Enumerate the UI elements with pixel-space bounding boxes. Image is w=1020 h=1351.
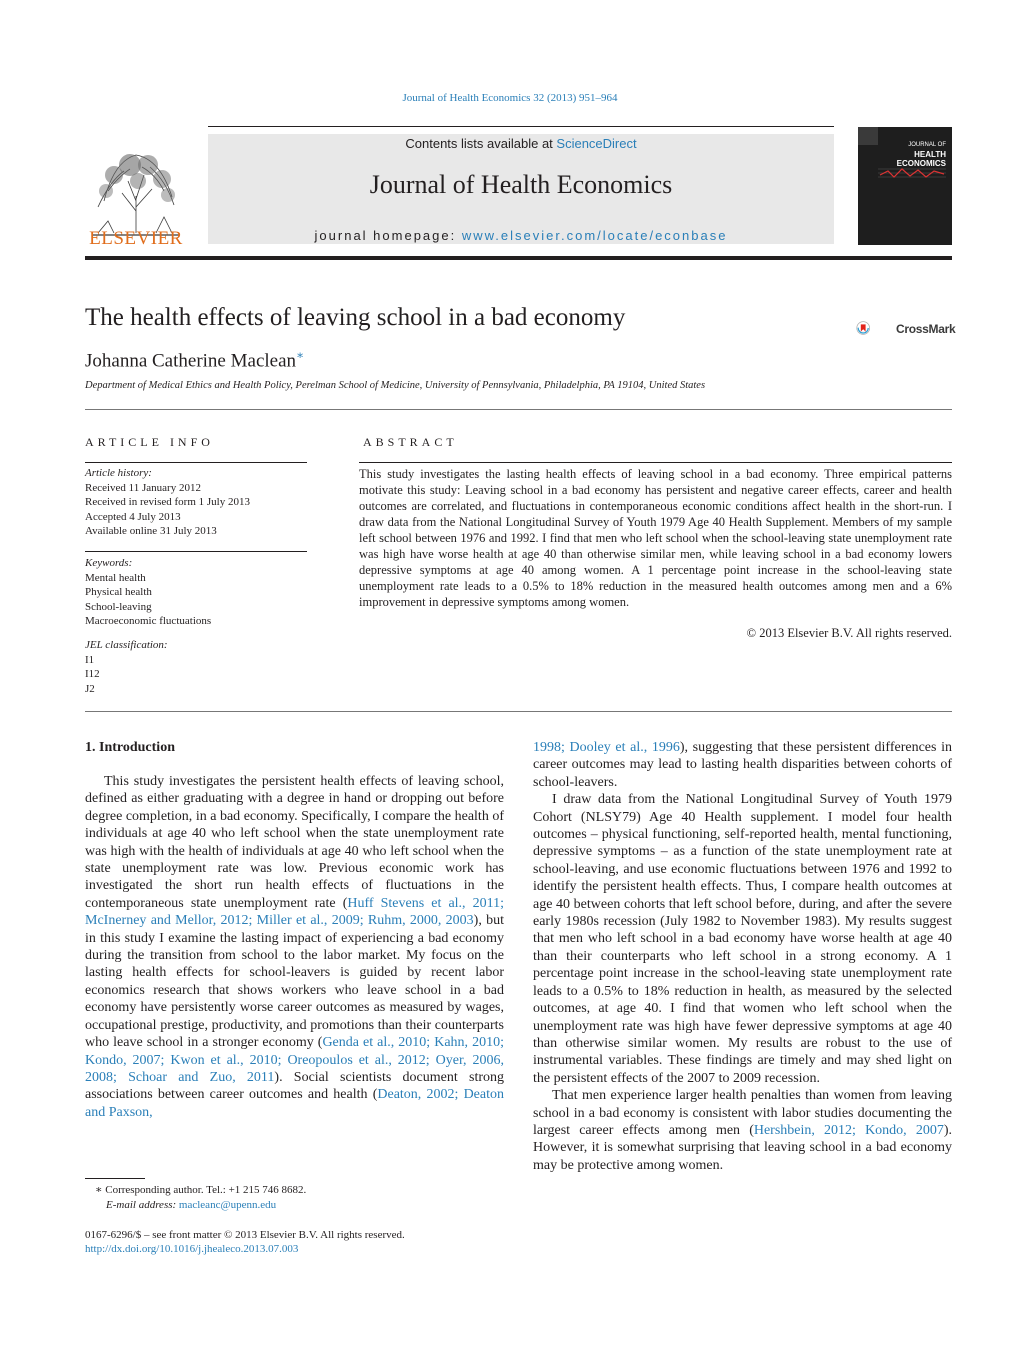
homepage-prefix: journal homepage: — [314, 228, 462, 243]
doi-link[interactable]: http://dx.doi.org/10.1016/j.jhealeco.2013.07.003 — [85, 1243, 299, 1255]
email-label: E-mail address: — [106, 1199, 179, 1211]
intro-paragraph-3 — [533, 1087, 952, 1174]
cover-line-3: ECONOMICS — [896, 159, 946, 168]
cover-title — [897, 141, 946, 168]
abstract-copyright: © 2013 Elsevier B.V. All rights reserved. — [746, 626, 952, 640]
paragraph-text: ), but in this study I examine the lasting impact of experiencing a bad economy during the transition from school to the labor market. My focus on the lasting health effects for school-leavers is guided by recent labor economics research that shows workers who leave school in a bad economy have persistently worse career outcomes as measured by wages, occupational prestige, productivity, and promotions than their counterparts who leave school in a stronger economy ( — [85, 913, 504, 1051]
journal-masthead — [208, 134, 834, 244]
history-item: Accepted 4 July 2013 — [85, 510, 181, 523]
history-item: Available online 31 July 2013 — [85, 525, 217, 537]
intro-paragraph-1-continued — [533, 739, 952, 791]
body-left-column — [85, 773, 504, 1121]
body-right-column — [533, 739, 952, 1174]
email-footnote — [106, 1198, 276, 1213]
crossmark-icon[interactable] — [856, 310, 896, 346]
article-title: The health effects of leaving school in a bad economy — [85, 304, 626, 331]
corresponding-author-footnote: ∗ Corresponding author. Tel.: +1 215 746 8682. — [95, 1184, 307, 1196]
keyword-item: Mental health — [85, 571, 146, 584]
author-name-text: Johanna Catherine Maclean — [85, 350, 297, 372]
intro-paragraph-1 — [85, 773, 504, 1121]
affiliation-rule — [85, 409, 952, 410]
footnote-rule — [85, 1178, 145, 1179]
email-link[interactable]: macleanc@upenn.edu — [178, 1199, 277, 1211]
jel-item: I1 — [85, 653, 95, 666]
paragraph-text: ), suggesting that these persistent differences in career outcomes may lead to lasting health disparities between cohorts of school-leavers. — [533, 740, 952, 790]
intro-paragraph-2: I draw data from the National Longitudinal Survey of Youth 1979 Cohort (NLSY79) Age 40 Health supplement. I model four health outcomes – physical functioning, self-reported health, mental functioning, depressive symptoms – as a function of the state unemployment rate at school-leaving, and use economic fluctuations between 1976 and 1992 to identify the persistent health effects. Thus, I compare health outcomes at age 40 between cohorts that left school before, during, and after the severe early 1980s recession (July 1982 to November 1983). My results suggest that men who left school in a bad economy have worse health at age 40 than their counterparts who left school in a strong economy. A 1 percentage point increase in the school-leaving state unemployment rate leads to a 0.5% to 18% reduction in health, as measured by the selected outcomes, at age 40. I find that women who left school when the unemployment rate was high have fewer depressive symptoms at age 40 than otherwise similar women. My results are robust to the use of instrumental variables. These findings are timely and may shed light on the persistent effects of the 2007 to 2009 recession. — [533, 792, 952, 1086]
contents-line — [208, 136, 834, 151]
paragraph-text: That men experience larger health penalties than women from leaving school in a bad economy is consistent with labor studies documenting the largest career effects among men ( — [533, 1088, 952, 1138]
cover-stripe — [858, 127, 878, 145]
abstract-text: This study investigates the lasting health effects of leaving school in a bad economy. Three empirical patterns motivate this study: Leaving school in a bad economy has persistent and negative career effects, career and health outcomes are correlated, and fluctuations in contemporaneous economic conditions affect health in the short-run. I draw data from the National Longitudinal Survey of Youth 1979 Age 40 Health Supplement. Members of my sample left school between 1976 and 1992. I find that men who left school when the school-leaving state unemployment rate was high have worse health at age 40 than otherwise similar men, while leaving school in a bad economy lowers depressive symptoms at age 40 among women. A 1 percentage point increase in the school-leaving state unemployment rate leads to a 0.5% to 18% reduction in the measured health outcomes among men and a 6% improvement in depressive symptoms among women. — [359, 467, 952, 609]
keyword-item: Physical health — [85, 586, 152, 598]
citation-link[interactable]: Huff Stevens et al., 2011; McInerney and Mellor, 2012; Miller et al., 2009; Ruhm, 2000, 2003 — [85, 895, 504, 929]
citation-link[interactable]: Hershbein, 2012; Kondo, 2007 — [753, 1122, 944, 1138]
citation-link[interactable]: Deaton, 2002; Deaton and Paxson, — [85, 1087, 505, 1120]
jel-label: JEL classification: — [85, 639, 168, 651]
article-info-rule-2 — [85, 551, 307, 552]
jel-item: I12 — [85, 668, 100, 680]
journal-homepage — [208, 228, 834, 243]
paragraph-text: ). Social scientists document strong associations between career outcomes and health ( — [85, 1069, 504, 1103]
keyword-item: Macroeconomic fluctuations — [85, 615, 212, 627]
paragraph-text: ). However, it is somewhat surprising that leaving school in a bad economy may be protective among women. — [533, 1122, 952, 1173]
elsevier-wordmark: ELSEVIER — [89, 228, 183, 249]
history-item: Received 11 January 2012 — [85, 481, 201, 494]
jel-block — [85, 638, 168, 696]
abstract-rule — [359, 462, 952, 463]
citation-link[interactable]: Genda et al., 2010; Kahn, 2010; Kondo, 2007; Kwon et al., 2010; Oreopoulos et al., 2012; Oyer, 2006, 2008; Schoar and Zuo, 2011 — [85, 1035, 504, 1085]
masthead-top-rule — [208, 126, 834, 127]
section-heading-introduction: 1. Introduction — [85, 740, 175, 755]
contents-prefix: Contents lists available at — [405, 136, 557, 151]
citation-link[interactable]: 1998; Dooley et al., 1996 — [533, 740, 680, 755]
sciencedirect-link[interactable]: ScienceDirect — [556, 136, 637, 151]
history-item: Received in revised form 1 July 2013 — [85, 496, 250, 508]
corresponding-author-mark[interactable]: ∗ — [296, 348, 305, 362]
front-matter-line: 0167-6296/$ – see front matter © 2013 Elsevier B.V. All rights reserved. — [85, 1229, 405, 1241]
article-info-heading: ARTICLE INFO — [85, 435, 214, 449]
homepage-link[interactable]: www.elsevier.com/locate/econbase — [461, 228, 728, 243]
keywords-block — [85, 556, 211, 629]
author-name — [85, 348, 304, 372]
journal-title: Journal of Health Economics — [369, 170, 673, 199]
abstract-bottom-rule — [85, 711, 952, 712]
header-thick-rule — [85, 256, 952, 260]
article-history — [85, 466, 250, 539]
abstract-heading: ABSTRACT — [363, 435, 458, 449]
cover-line-1: JOURNAL OF — [908, 142, 946, 148]
history-label: Article history: — [85, 467, 152, 479]
journal-citation[interactable]: Journal of Health Economics 32 (2013) 951–964 — [402, 92, 618, 104]
keyword-item: School-leaving — [85, 600, 152, 613]
article-info-rule-1 — [85, 462, 307, 463]
paragraph-text: This study investigates the persistent health effects of leaving school, defined as either graduating with a degree in hand or dropping out before degree completion, in a bad economy. Specifically, I compare the health of individuals at age 40 who left school when the state unemployment rate was high with the health of individuals at age 40 who left school when the state unemployment rate was low. Previous economic work has investigated the short run health effects of fluctuations in the contemporaneous state unemployment rate ( — [85, 774, 504, 911]
author-affiliation: Department of Medical Ethics and Health Policy, Perelman School of Medicine, University of Pennsylvania, Philadelphia, PA 19104, United States — [85, 380, 706, 391]
journal-cover-image — [858, 127, 952, 245]
jel-item: J2 — [85, 682, 95, 695]
keywords-label: Keywords: — [85, 557, 133, 569]
crossmark-label[interactable]: CrossMark — [896, 322, 956, 336]
cover-line-2: HEALTH — [914, 150, 946, 159]
cover-graph-icon — [878, 165, 946, 181]
